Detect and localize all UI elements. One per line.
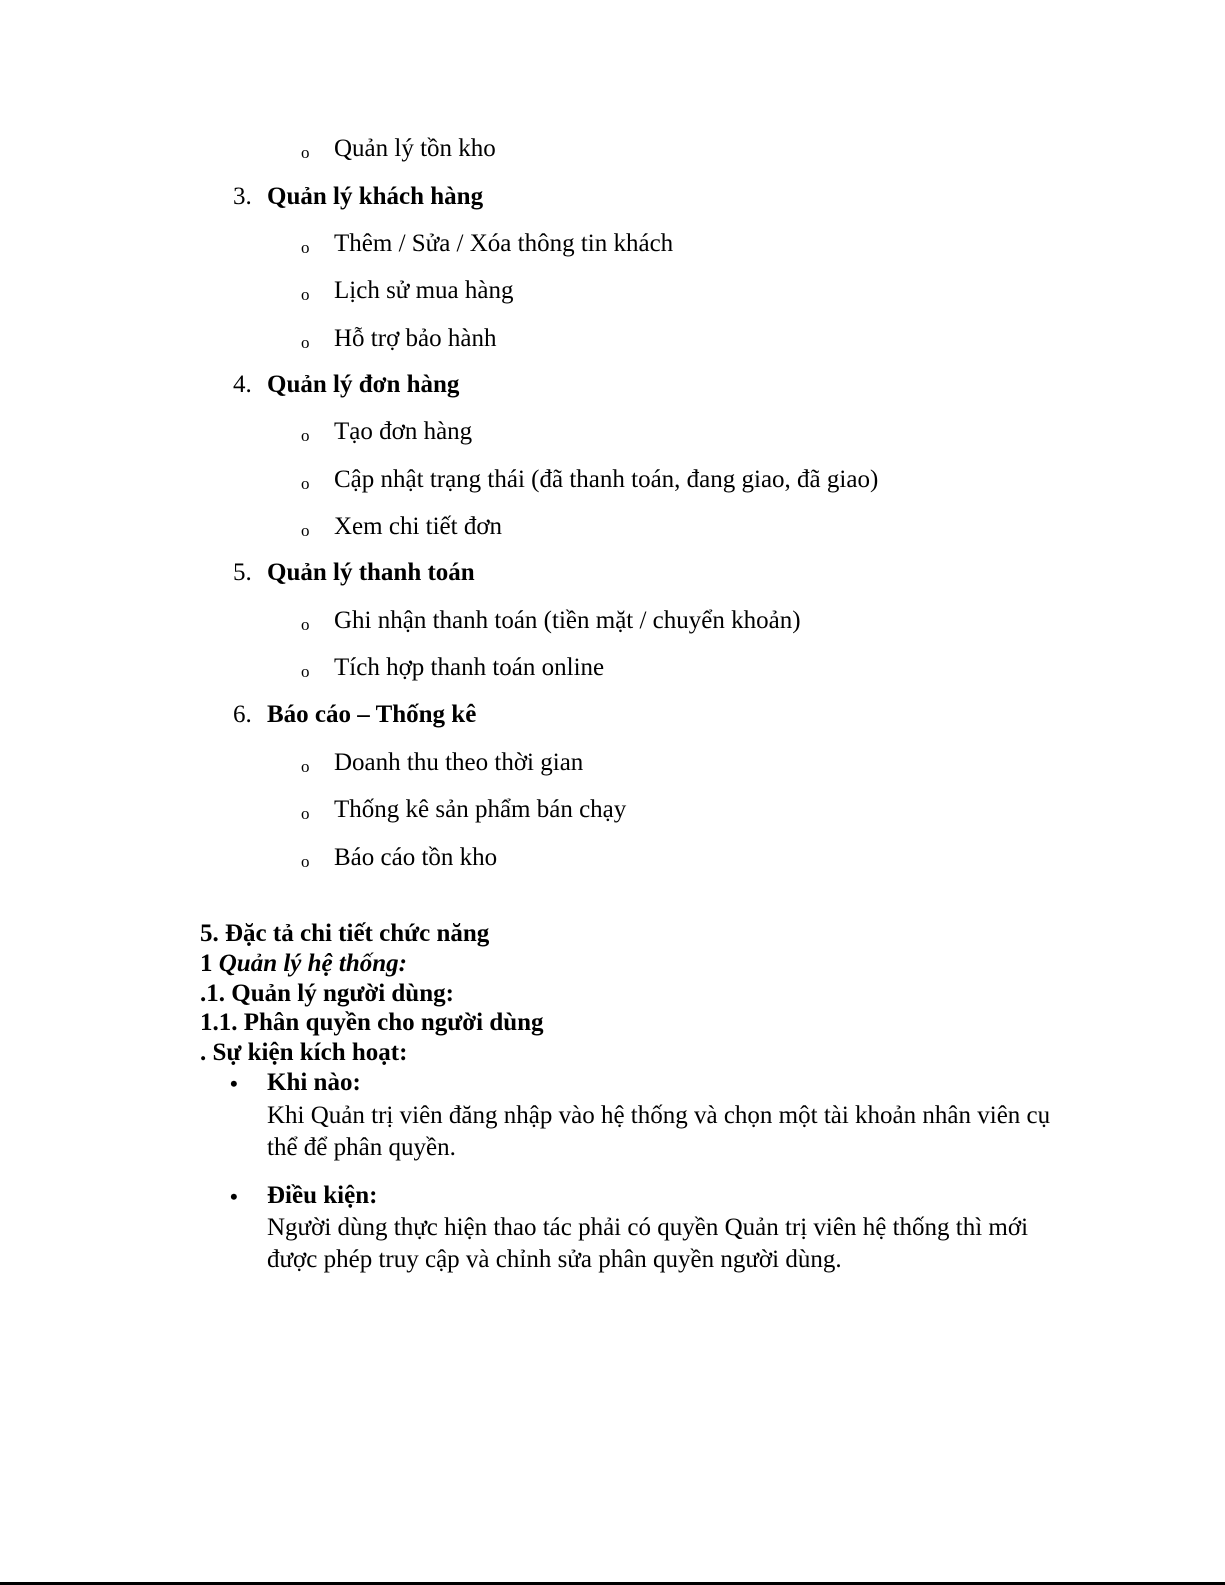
list-item-text: Tích hợp thanh toán online xyxy=(334,654,605,681)
circle-bullet-icon: o xyxy=(301,333,310,352)
list-item-text: Quản lý tồn kho xyxy=(334,135,496,162)
bullet-icon: • xyxy=(230,1184,238,1209)
circle-bullet-icon: o xyxy=(301,426,310,445)
bullet-title: Điều kiện: xyxy=(267,1182,378,1209)
item-title: Báo cáo – Thống kê xyxy=(267,701,477,728)
bullet-body: Khi Quản trị viên đăng nhập vào hệ thống và chọn một tài khoản nhân viên cụ thể để phân quyền. xyxy=(267,1102,1051,1161)
list-item-text: Ghi nhận thanh toán (tiền mặt / chuyển khoản) xyxy=(334,607,801,634)
circle-bullet-icon: o xyxy=(301,662,310,681)
circle-bullet-icon: o xyxy=(301,285,310,304)
subsection-title: Quản lý hệ thống: xyxy=(218,950,407,977)
list-item-text: Hỗ trợ bảo hành xyxy=(334,325,497,352)
circle-bullet-icon: o xyxy=(301,238,310,257)
circle-bullet-icon: o xyxy=(301,474,310,493)
circle-bullet-icon: o xyxy=(301,521,310,540)
item-title: Quản lý thanh toán xyxy=(267,559,475,586)
list-item-text: Báo cáo tồn kho xyxy=(334,844,498,871)
list-item-text: Thống kê sản phẩm bán chạy xyxy=(334,796,627,823)
subsection-prefix: 1 xyxy=(200,950,219,977)
list-item-text: Xem chi tiết đơn xyxy=(334,513,503,540)
item-number: 6. xyxy=(233,701,252,728)
item-number: 5. xyxy=(233,559,252,586)
circle-bullet-icon: o xyxy=(301,757,310,776)
circle-bullet-icon: o xyxy=(301,615,310,634)
item-title: Quản lý đơn hàng xyxy=(267,371,460,398)
list-item-text: Cập nhật trạng thái (đã thanh toán, đang giao, đã giao) xyxy=(334,466,879,493)
bullet-title: Khi nào: xyxy=(267,1069,361,1096)
circle-bullet-icon: o xyxy=(301,143,310,162)
list-item-text: Tạo đơn hàng xyxy=(334,418,473,445)
subsection-heading: 1.1. Phân quyền cho người dùng xyxy=(200,1009,544,1036)
subsection-heading: .1. Quản lý người dùng: xyxy=(200,980,454,1007)
bullet-body: Người dùng thực hiện thao tác phải có quyền Quản trị viên hệ thống thì mới được phép truy cập và chỉnh sửa phân quyền người dùng. xyxy=(267,1214,1029,1273)
item-number: 3. xyxy=(233,183,252,210)
circle-bullet-icon: o xyxy=(301,804,310,823)
item-number: 4. xyxy=(233,371,252,398)
subsection-heading xyxy=(200,949,407,979)
item-title: Quản lý khách hàng xyxy=(267,183,484,210)
list-item-text: Doanh thu theo thời gian xyxy=(334,749,584,776)
circle-bullet-icon: o xyxy=(301,852,310,871)
list-item-text: Lịch sử mua hàng xyxy=(334,277,514,304)
subsection-heading: . Sự kiện kích hoạt: xyxy=(200,1039,408,1066)
bullet-icon: • xyxy=(230,1071,238,1096)
list-item-text: Thêm / Sửa / Xóa thông tin khách xyxy=(334,230,674,257)
section-heading: 5. Đặc tả chi tiết chức năng xyxy=(200,920,490,947)
